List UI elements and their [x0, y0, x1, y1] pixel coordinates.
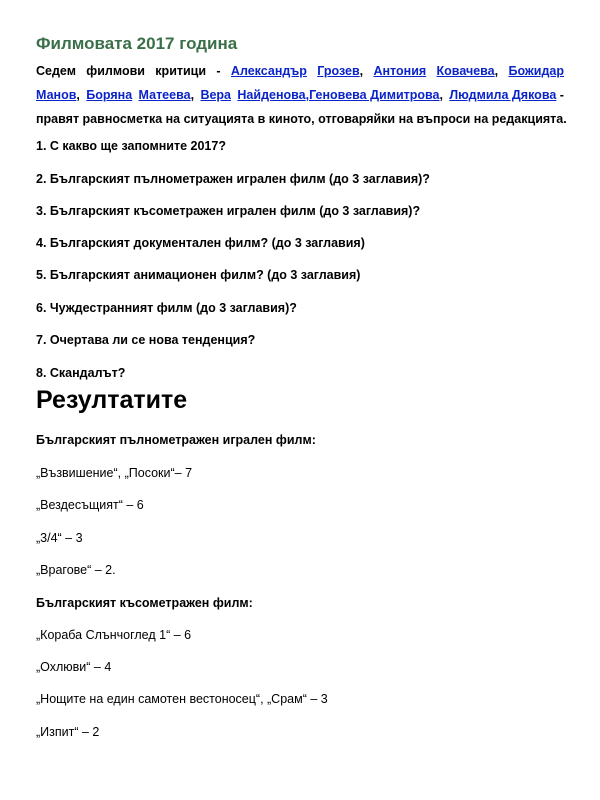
question-4: 4. Българският документален филм? (до 3 заглавия) [36, 236, 365, 250]
intro-line-1 [36, 59, 564, 83]
intro-word: критици [155, 64, 207, 78]
result-item: „Охлюви“ – 4 [36, 660, 112, 674]
intro-comma: , [439, 88, 443, 102]
intro-comma: , [359, 64, 364, 78]
result-item: „Изпит“ – 2 [36, 725, 100, 739]
article-title: Филмовата 2017 година [36, 34, 238, 53]
intro-paragraph [36, 59, 567, 131]
critic-link-kovacheva-first[interactable]: Антония [373, 64, 427, 78]
category-title: Българският късометражен филм: [36, 596, 253, 610]
critic-link-mateeva-last[interactable]: Матеева [138, 88, 191, 102]
critic-link-manov-first[interactable]: Божидар [508, 64, 564, 78]
result-item: „Врагове“ – 2. [36, 563, 116, 577]
critic-link-grozev-last[interactable]: Грозев [317, 64, 360, 78]
intro-word: Седем [36, 64, 76, 78]
question-7: 7. Очертава ли се нова тенденция? [36, 333, 256, 347]
result-item: „Нощите на един самотен вестоносец“, „Срам“ – 3 [36, 692, 328, 706]
intro-line-2 [36, 83, 564, 107]
result-item: „Вездесъщият“ – 6 [36, 498, 144, 512]
intro-comma: , [76, 88, 80, 102]
result-item: „Възвишение“, „Посоки“– 7 [36, 466, 193, 480]
question-1: 1. С какво ще запомните 2017? [36, 139, 226, 153]
critic-link-mateeva-first[interactable]: Боряна [86, 88, 133, 102]
result-item: „Кораба Слънчоглед 1“ – 6 [36, 628, 192, 642]
intro-word: филмови [86, 64, 145, 78]
question-5: 5. Българският анимационен филм? (до 3 заглавия) [36, 268, 361, 282]
critic-link-dyakova[interactable]: Людмила Дякова [449, 88, 557, 102]
intro-line-3: правят равносметка на ситуацията в киното, отговаряйки на въпроси на редакцията. [36, 112, 567, 126]
critic-link-dimitrova[interactable]: ,Геновева Димитрова [305, 88, 440, 102]
critic-link-grozev-first[interactable]: Александър [230, 64, 307, 78]
critic-link-kovacheva-last[interactable]: Ковачева [436, 64, 495, 78]
critic-link-naydenova-last[interactable]: Найденова [237, 88, 306, 102]
question-2: 2. Българският пълнометражен игрален филм (до 3 заглавия)? [36, 172, 430, 186]
critic-link-naydenova-first[interactable]: Вера [200, 88, 232, 102]
intro-comma: , [494, 64, 499, 78]
intro-dash: - [216, 64, 221, 78]
results-heading: Резултатите [36, 386, 188, 414]
result-item: „3/4“ – 3 [36, 531, 83, 545]
critic-link-manov-last[interactable]: Манов [36, 88, 77, 102]
question-3: 3. Българският късометражен игрален филм (до 3 заглавия)? [36, 204, 421, 218]
category-title: Българският пълнометражен игрален филм: [36, 433, 316, 447]
question-8: 8. Скандалът? [36, 366, 126, 380]
intro-dash: - [559, 88, 564, 102]
intro-comma: , [190, 88, 195, 102]
question-6: 6. Чуждестранният филм (до 3 заглавия)? [36, 301, 297, 315]
